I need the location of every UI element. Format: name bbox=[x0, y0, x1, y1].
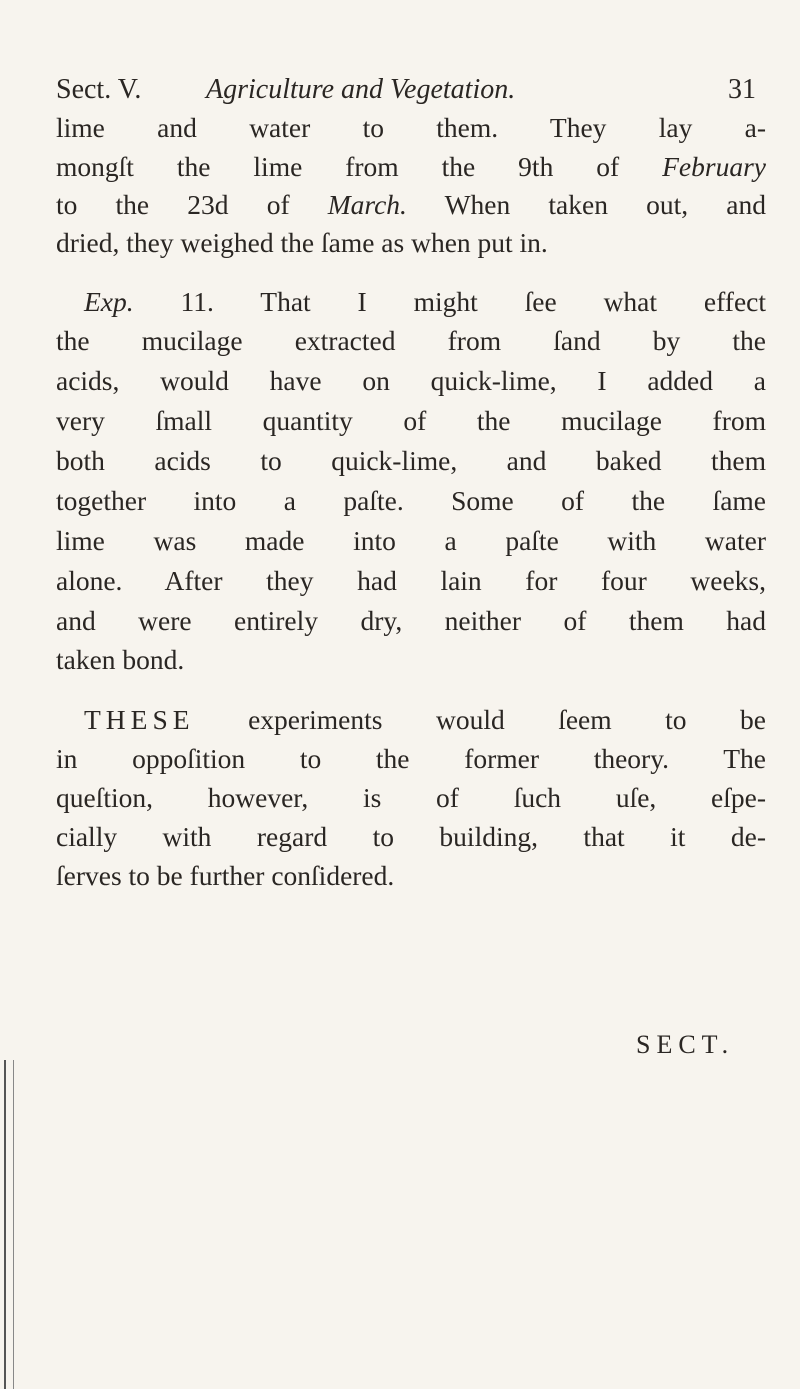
text-segment: cially with regard to building, that it de- bbox=[56, 821, 766, 852]
text-line bbox=[56, 859, 766, 893]
text-line bbox=[56, 188, 766, 222]
text-segment: dried, they weighed the ſame as when put in. bbox=[56, 227, 548, 258]
italic-text: March. bbox=[327, 189, 407, 220]
text-line bbox=[56, 404, 766, 438]
text-segment: lime was made into a paſte with water bbox=[56, 525, 766, 556]
text-segment: and were entirely dry, neither of them had bbox=[56, 605, 766, 636]
text-line bbox=[56, 324, 766, 358]
text-line bbox=[56, 226, 766, 260]
text-segment: alone. After they had lain for four weeks, bbox=[56, 565, 766, 596]
text-segment: to the 23d of bbox=[56, 189, 328, 220]
text-segment: THESE bbox=[84, 704, 195, 735]
page-number: 31 bbox=[728, 74, 756, 105]
italic-text: February bbox=[662, 151, 766, 182]
text-segment: 11. That I might ſee what effect bbox=[133, 286, 766, 317]
text-segment: experiments would ſeem to be bbox=[194, 704, 766, 735]
binding-edge bbox=[4, 1060, 14, 1389]
text-line bbox=[84, 703, 766, 737]
text-line bbox=[56, 643, 766, 677]
text-line bbox=[56, 524, 766, 558]
text-segment: ſerves to be further conſidered. bbox=[56, 860, 395, 891]
text-line bbox=[56, 364, 766, 398]
text-line bbox=[84, 285, 766, 319]
text-line bbox=[56, 484, 766, 518]
text-segment: together into a paſte. Some of the ſame bbox=[56, 485, 766, 516]
section-label: Sect. V. bbox=[56, 74, 142, 105]
text-segment: When taken out, and bbox=[406, 189, 766, 220]
text-segment: taken bond. bbox=[56, 644, 185, 675]
running-title: Agriculture and Vegetation. bbox=[206, 74, 516, 105]
text-line bbox=[56, 564, 766, 598]
italic-text: Exp. bbox=[84, 286, 134, 317]
text-line bbox=[56, 820, 766, 854]
text-segment: in oppoſition to the former theory. The bbox=[56, 743, 766, 774]
text-segment: mongſt the lime from the 9th of bbox=[56, 151, 663, 182]
text-segment: both acids to quick-lime, and baked them bbox=[56, 445, 766, 476]
text-line bbox=[56, 742, 766, 776]
text-line bbox=[56, 604, 766, 638]
text-segment: very ſmall quantity of the mucilage from bbox=[56, 405, 766, 436]
text-segment: queſtion, however, is of ſuch uſe, eſpe- bbox=[56, 782, 766, 813]
text-line bbox=[56, 781, 766, 815]
running-header bbox=[56, 74, 756, 114]
catchword: SECT. bbox=[636, 1030, 735, 1059]
text-line bbox=[56, 111, 766, 145]
text-line bbox=[56, 150, 766, 184]
text-segment: lime and water to them. They lay a- bbox=[56, 112, 766, 143]
text-line bbox=[56, 444, 766, 478]
text-segment: the mucilage extracted from ſand by the bbox=[56, 325, 766, 356]
text-segment: acids, would have on quick-lime, I added a bbox=[56, 365, 766, 396]
